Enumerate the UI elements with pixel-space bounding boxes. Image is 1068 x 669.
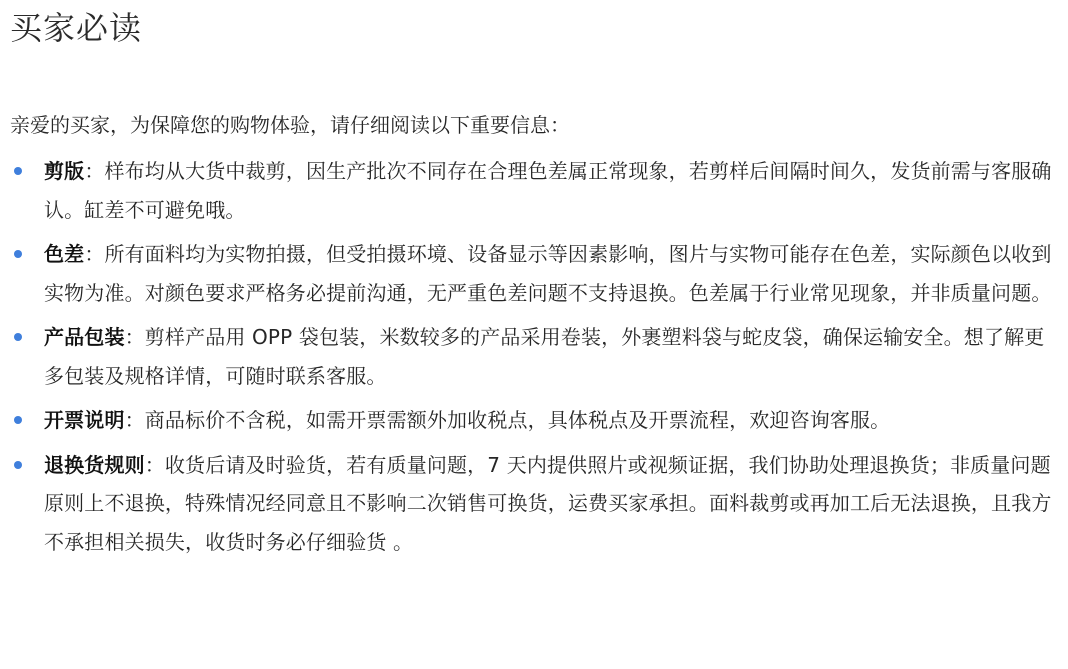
notice-item-invoice <box>10 401 1060 440</box>
bullet-icon <box>14 167 22 175</box>
notice-item-return-policy <box>10 446 1060 562</box>
notice-text: 商品标价不含税，如需开票需额外加收税点，具体税点及开票流程，欢迎咨询客服。 <box>144 408 891 432</box>
notice-text: 收货后请及时验货，若有质量问题，7 天内提供照片或视频证据，我们协助处理退换货；非质量问题原则上不退换，特殊情况经同意且不影响二次销售可换货，运费买家承担。面料裁剪或再加工后无法退换，且我方不承担相关损失，收货时务必仔细验货 。 <box>44 452 1052 554</box>
bullet-icon <box>14 461 22 469</box>
intro-text: 亲爱的买家，为保障您的购物体验，请仔细阅读以下重要信息： <box>10 113 570 137</box>
notice-text: 剪样产品用 OPP 袋包装，米数较多的产品采用卷装，外裹塑料袋与蛇皮袋，确保运输安全。想了解更多包装及规格详情，可随时联系客服。 <box>44 325 1045 388</box>
page-title: 买家必读 <box>10 9 143 47</box>
notice-term: 剪版 <box>44 159 85 183</box>
notice-separator: ： <box>124 325 145 349</box>
notice-term: 产品包装 <box>44 325 125 349</box>
notice-term: 退换货规则 <box>44 452 145 477</box>
notice-separator: ： <box>84 242 105 266</box>
notice-item-packaging <box>10 318 1060 395</box>
notice-item-color-difference <box>10 235 1060 312</box>
notice-separator: ： <box>144 452 165 477</box>
notice-list <box>10 152 1060 567</box>
bullet-icon <box>14 250 22 258</box>
notice-separator: ： <box>84 159 105 183</box>
bullet-icon <box>14 416 22 424</box>
notice-separator: ： <box>124 408 145 432</box>
notice-text: 样布均从大货中裁剪，因生产批次不同存在合理色差属正常现象，若剪样后间隔时间久，发货前需与客服确认。缸差不可避免哦。 <box>44 159 1052 222</box>
notice-item-cut-sample <box>10 152 1060 229</box>
notice-term: 开票说明 <box>44 408 125 432</box>
bullet-icon <box>14 333 22 341</box>
notice-text: 所有面料均为实物拍摄，但受拍摄环境、设备显示等因素影响，图片与实物可能存在色差，实际颜色以收到实物为准。对颜色要求严格务必提前沟通，无严重色差问题不支持退换。色差属于行业常见现象，并非质量问题。 <box>44 242 1052 305</box>
notice-term: 色差 <box>44 242 85 266</box>
